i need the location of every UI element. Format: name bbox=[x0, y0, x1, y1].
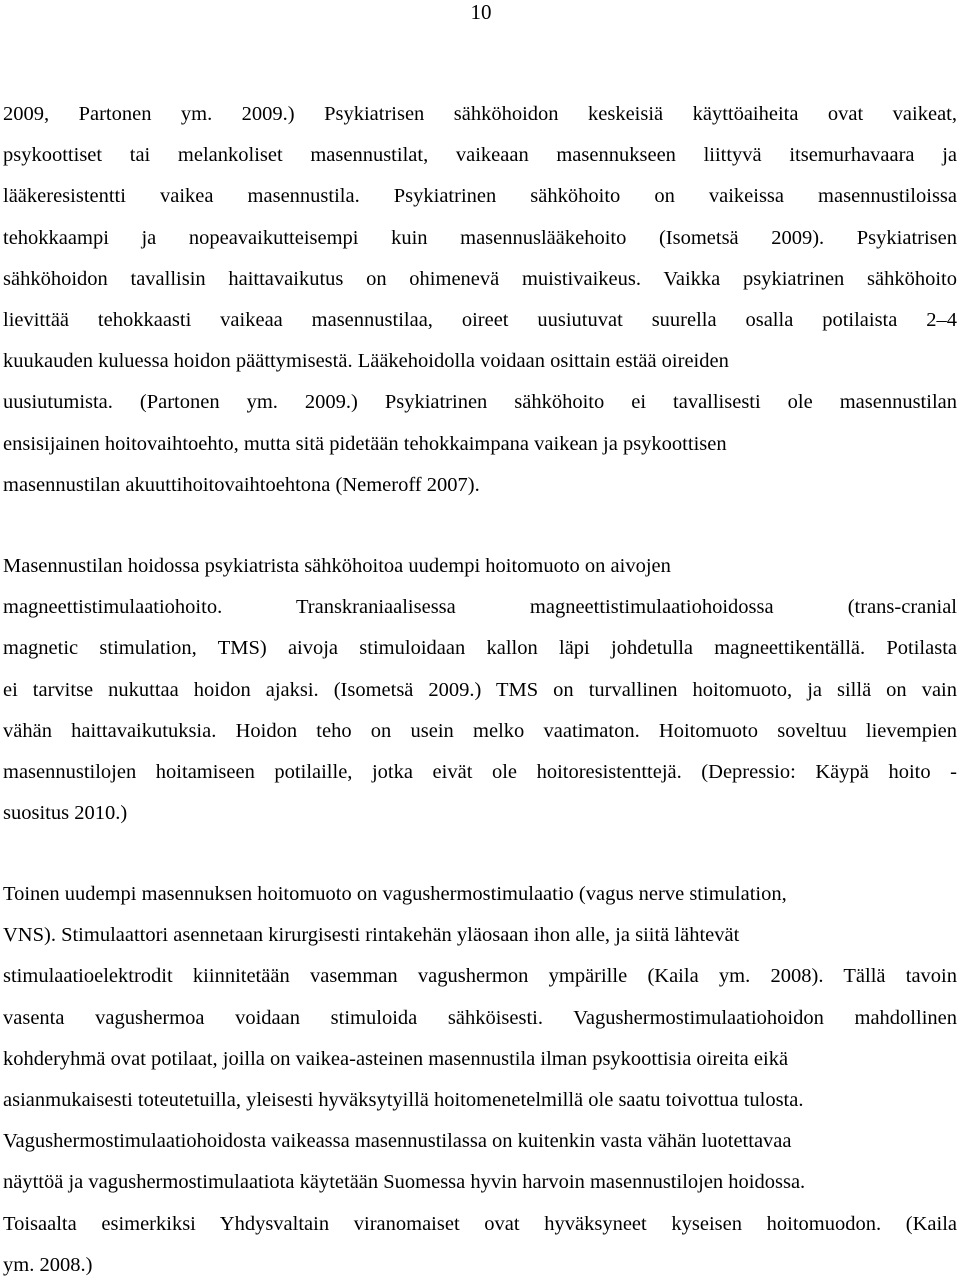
text-line: magnetic stimulation, TMS) aivoja stimuloidaan kallon läpi johdetulla magneettikentällä. Potilasta bbox=[3, 637, 957, 660]
paragraph-magnetic-stimulation bbox=[3, 546, 957, 834]
paragraph-electroconvulsive-therapy bbox=[3, 94, 957, 506]
text-line: suositus 2010.) bbox=[3, 802, 128, 825]
text-line: uusiutumista. (Partonen ym. 2009.) Psykiatrinen sähköhoito ei tavallisesti ole masennustilan bbox=[3, 391, 957, 414]
text-line: masennustilan akuuttihoitovaihtoehtona (Nemeroff 2007). bbox=[3, 473, 480, 496]
text-line: stimulaatioelektrodit kiinnitetään vasemman vagushermon ympärille (Kaila ym. 2008). Tällä tavoin bbox=[3, 965, 957, 988]
text-line: tehokkaampi ja nopeavaikutteisempi kuin masennuslääkehoito (Isometsä 2009). Psykiatrisen bbox=[3, 226, 957, 249]
text-line: näyttöä ja vagushermostimulaatiota käytetään Suomessa hyvin harvoin masennustilojen hoidossa. bbox=[3, 1171, 806, 1194]
text-line: ei tarvitse nukuttaa hoidon ajaksi. (Isometsä 2009.) TMS on turvallinen hoitomuoto, ja sillä on vain bbox=[3, 678, 957, 701]
text-line: kohderyhmä ovat potilaat, joilla on vaikea-asteinen masennustila ilman psykoottisia oireita eikä bbox=[3, 1047, 789, 1070]
text-line: vähän haittavaikutuksia. Hoidon teho on usein melko vaatimaton. Hoitomuoto soveltuu lievempien bbox=[3, 719, 957, 742]
text-line: kuukauden kuluessa hoidon päättymisestä. Lääkehoidolla voidaan osittain estää oireiden bbox=[3, 350, 729, 373]
text-line: 2009, Partonen ym. 2009.) Psykiatrisen sähköhoidon keskeisiä käyttöaiheita ovat vaikeat, bbox=[3, 103, 957, 125]
text-line: magneettistimulaatiohoito. Transkraniaalisessa magneettistimulaatiohoidossa (trans-cranial bbox=[3, 596, 957, 619]
text-line: ensisijainen hoitovaihtoehto, mutta sitä pidetään tehokkaimpana vaikean ja psykoottisen bbox=[3, 432, 727, 455]
text-line: Toinen uudempi masennuksen hoitomuoto on vagushermostimulaatio (vagus nerve stimulation, bbox=[3, 883, 787, 905]
text-line: Masennustilan hoidossa psykiatrista sähköhoitoa uudempi hoitomuoto on aivojen bbox=[3, 555, 671, 577]
text-line: psykoottiset tai melankoliset masennustilat, vaikeaan masennukseen liittyvä itsemurhavaara ja bbox=[3, 144, 957, 167]
paragraph-vagus-nerve-stimulation bbox=[3, 874, 957, 1286]
text-line: Toisaalta esimerkiksi Yhdysvaltain viranomaiset ovat hyväksyneet kyseisen hoitomuodon. (Kaila bbox=[3, 1212, 957, 1235]
text-line: vasenta vagushermoa voidaan stimuloida sähköisesti. Vagushermostimulaatiohoidon mahdollinen bbox=[3, 1006, 957, 1029]
text-line: sähköhoidon tavallisin haittavaikutus on ohimenevä muistivaikeus. Vaikka psykiatrinen sähköhoito bbox=[3, 267, 957, 290]
text-line: lievittää tehokkaasti vaikeaa masennustilaa, oireet uusiutuvat suurella osalla potilaista 2–4 bbox=[3, 309, 957, 332]
text-line: masennustilojen hoitamiseen potilaille, jotka eivät ole hoitoresistenttejä. (Depressio: Käypä hoito - bbox=[3, 761, 957, 784]
text-line: VNS). Stimulaattori asennetaan kirurgisesti rintakehän yläosaan ihon alle, ja siitä lähtevät bbox=[3, 924, 740, 947]
text-line: Vagushermostimulaatiohoidosta vaikeassa masennustilassa on kuitenkin vasta vähän luotettavaa bbox=[3, 1130, 792, 1153]
text-line: asianmukaisesti toteutetuilla, yleisesti hyväksytyillä hoitomenetelmillä ole saatu toivottua tulosta. bbox=[3, 1089, 804, 1112]
page-number: 10 bbox=[470, 0, 492, 24]
text-line: lääkeresistentti vaikea masennustila. Psykiatrinen sähköhoito on vaikeissa masennustiloissa bbox=[3, 185, 957, 208]
text-line: ym. 2008.) bbox=[3, 1253, 93, 1276]
